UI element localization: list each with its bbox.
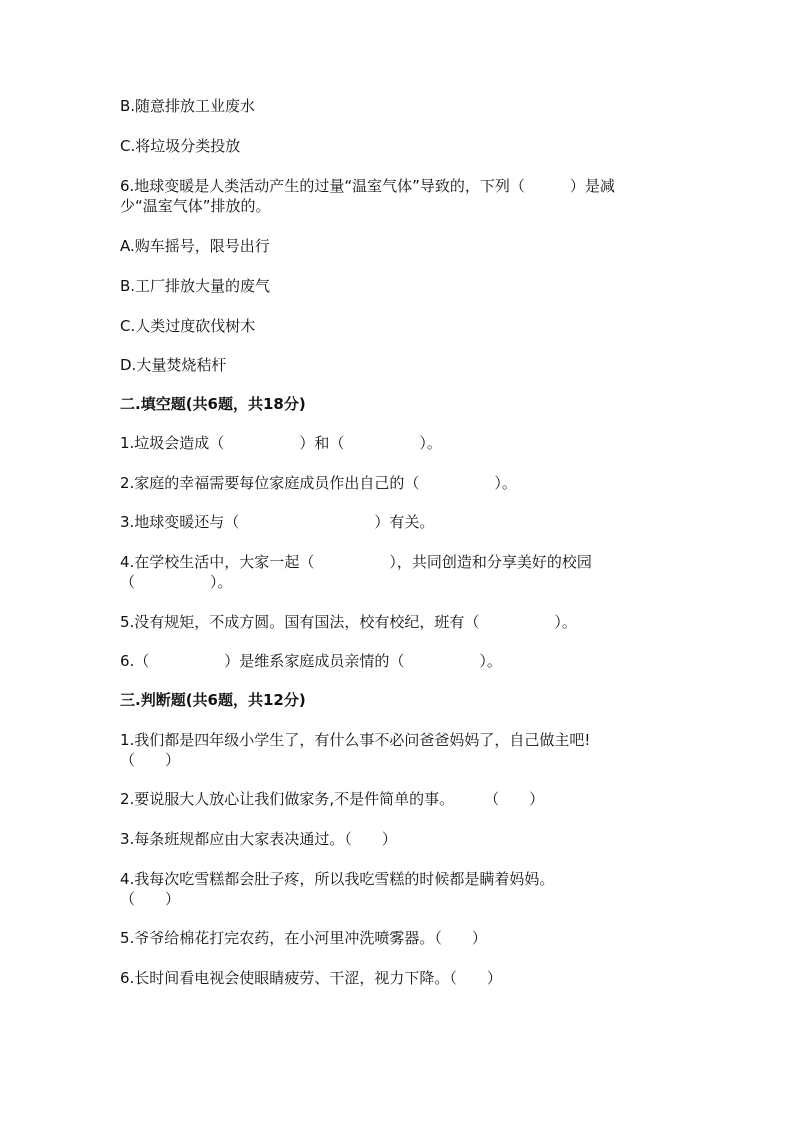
fill-blank-5: 5.没有规矩，不成方圆。国有国法，校有校纪，班有（ ）。 [120, 613, 577, 631]
question-6-line-2: 少“温室气体”排放的。 [120, 197, 271, 215]
fill-blank-3: 3.地球变暖还与（ ）有关。 [120, 513, 435, 531]
worksheet-page [120, 0, 680, 1123]
judgment-1-line-1: 1.我们都是四年级小学生了，有什么事不必问爸爸妈妈了，自己做主吧! [120, 731, 591, 749]
option-c-garbage-sorting: C.将垃圾分类投放 [120, 137, 241, 155]
fill-blank-4-line-2: （ ）。 [120, 573, 233, 591]
judgment-1-line-2: （ ） [120, 751, 181, 769]
section-3-heading: 三.判断题(共6题，共12分) [120, 691, 306, 709]
judgment-5: 5.爷爷给棉花打完农药，在小河里冲洗喷雾器。（ ） [120, 929, 487, 947]
judgment-6: 6.长时间看电视会使眼睛疲劳、干涩，视力下降。（ ） [120, 969, 502, 987]
fill-blank-6: 6.（ ）是维系家庭成员亲情的（ ）。 [120, 652, 502, 670]
judgment-3: 3.每条班规都应由大家表决通过。（ ） [120, 830, 397, 848]
fill-blank-2: 2.家庭的幸福需要每位家庭成员作出自己的（ ）。 [120, 474, 517, 492]
fill-blank-4-line-1: 4.在学校生活中，大家一起（ ），共同创造和分享美好的校园 [120, 553, 592, 571]
question-6-line-1: 6.地球变暖是人类活动产生的过量“温室气体”导致的，下列（ ）是减 [120, 177, 615, 195]
question-6-option-a: A.购车摇号，限号出行 [120, 237, 270, 255]
fill-blank-1: 1.垃圾会造成（ ）和（ ）。 [120, 434, 442, 452]
option-b-industrial-wastewater: B.随意排放工业废水 [120, 97, 256, 115]
question-6-option-d: D.大量焚烧秸杆 [120, 356, 227, 374]
judgment-2: 2.要说服大人放心让我们做家务,不是件简单的事。 （ ） [120, 790, 545, 808]
section-2-heading: 二.填空题(共6题，共18分) [120, 395, 306, 413]
question-6-option-b: B.工厂排放大量的废气 [120, 277, 271, 295]
question-6-option-c: C.人类过度砍伐树木 [120, 317, 256, 335]
judgment-4-line-1: 4.我每次吃雪糕都会肚子疼，所以我吃雪糕的时候都是瞒着妈妈。 [120, 870, 555, 888]
judgment-4-line-2: （ ） [120, 890, 181, 908]
